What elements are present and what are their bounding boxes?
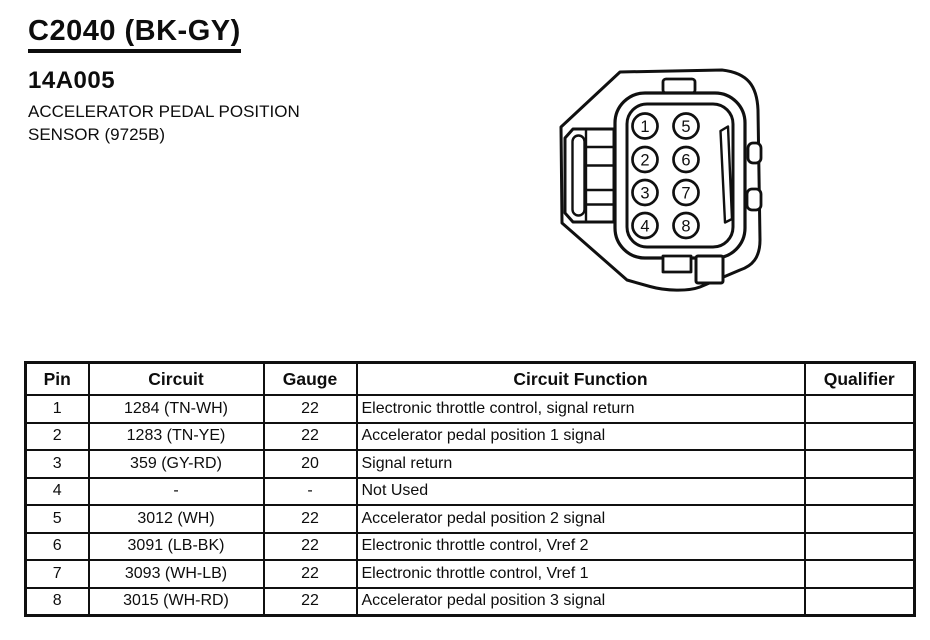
heading-block	[28, 16, 300, 146]
table-row	[26, 533, 915, 561]
pin-cell: 1	[26, 395, 89, 423]
svg-text:1: 1	[640, 117, 650, 136]
qualifier-cell	[805, 450, 915, 478]
header-row	[26, 363, 915, 396]
table-row	[26, 395, 915, 423]
table-row	[26, 588, 915, 616]
header-circuit-function: Circuit Function	[357, 363, 805, 396]
description-line-2: SENSOR (9725B)	[28, 124, 165, 144]
connector-notch-lower	[747, 189, 761, 210]
qualifier-cell	[805, 395, 915, 423]
circuit-cell: 3015 (WH-RD)	[89, 588, 264, 616]
circuit-cell: 359 (GY-RD)	[89, 450, 264, 478]
pin-cell: 6	[26, 533, 89, 561]
connector-id-title: C2040 (BK-GY)	[28, 16, 241, 53]
table-row	[26, 478, 915, 506]
gauge-cell: 22	[264, 423, 357, 451]
circuit-cell: 3093 (WH-LB)	[89, 560, 264, 588]
pin-1-marker	[633, 114, 658, 139]
connector-diagram	[548, 56, 782, 300]
description-line-1: ACCELERATOR PEDAL POSITION	[28, 101, 300, 121]
circuit-cell: -	[89, 478, 264, 506]
gauge-cell: 22	[264, 560, 357, 588]
svg-text:5: 5	[681, 117, 691, 136]
function-cell: Electronic throttle control, signal return	[357, 395, 805, 423]
pinout-table	[24, 361, 916, 617]
qualifier-cell	[805, 533, 915, 561]
part-number: 14A005	[28, 66, 116, 94]
qualifier-cell	[805, 588, 915, 616]
circuit-cell: 3091 (LB-BK)	[89, 533, 264, 561]
pin-2-marker	[633, 147, 658, 172]
qualifier-cell	[805, 560, 915, 588]
pin-3-marker	[633, 180, 658, 205]
circuit-cell: 1284 (TN-WH)	[89, 395, 264, 423]
function-cell: Not Used	[357, 478, 805, 506]
pin-cell: 7	[26, 560, 89, 588]
pin-cell: 3	[26, 450, 89, 478]
gauge-cell: -	[264, 478, 357, 506]
table-row	[26, 505, 915, 533]
pin-cell: 4	[26, 478, 89, 506]
connector-bottom-tab-left	[663, 256, 691, 272]
connector-bottom-tab-right	[696, 256, 723, 283]
table-row	[26, 560, 915, 588]
function-cell: Electronic throttle control, Vref 1	[357, 560, 805, 588]
header-pin: Pin	[26, 363, 89, 396]
qualifier-cell	[805, 423, 915, 451]
svg-text:8: 8	[681, 217, 691, 236]
gauge-cell: 22	[264, 395, 357, 423]
pin-4-marker	[633, 213, 658, 238]
table-row	[26, 450, 915, 478]
qualifier-cell	[805, 505, 915, 533]
svg-text:7: 7	[681, 184, 691, 203]
svg-text:3: 3	[640, 184, 650, 203]
gauge-cell: 22	[264, 505, 357, 533]
pin-cell: 8	[26, 588, 89, 616]
function-cell: Accelerator pedal position 3 signal	[357, 588, 805, 616]
gauge-cell: 22	[264, 588, 357, 616]
header-circuit: Circuit	[89, 363, 264, 396]
pin-6-marker	[674, 147, 699, 172]
component-description	[28, 100, 300, 146]
pin-cell: 5	[26, 505, 89, 533]
connector-notch-upper	[748, 143, 761, 163]
connector-top-tab	[663, 79, 695, 93]
circuit-cell: 1283 (TN-YE)	[89, 423, 264, 451]
function-cell: Electronic throttle control, Vref 2	[357, 533, 805, 561]
svg-text:2: 2	[640, 151, 650, 170]
qualifier-cell	[805, 478, 915, 506]
svg-text:6: 6	[681, 151, 691, 170]
table-row	[26, 423, 915, 451]
function-cell: Accelerator pedal position 1 signal	[357, 423, 805, 451]
header-gauge: Gauge	[264, 363, 357, 396]
function-cell: Signal return	[357, 450, 805, 478]
pin-8-marker	[674, 213, 699, 238]
gauge-cell: 22	[264, 533, 357, 561]
pin-7-marker	[674, 180, 699, 205]
header-qualifier: Qualifier	[805, 363, 915, 396]
pin-cell: 2	[26, 423, 89, 451]
pin-5-marker	[674, 114, 699, 139]
function-cell: Accelerator pedal position 2 signal	[357, 505, 805, 533]
gauge-cell: 20	[264, 450, 357, 478]
svg-text:4: 4	[640, 217, 650, 236]
circuit-cell: 3012 (WH)	[89, 505, 264, 533]
